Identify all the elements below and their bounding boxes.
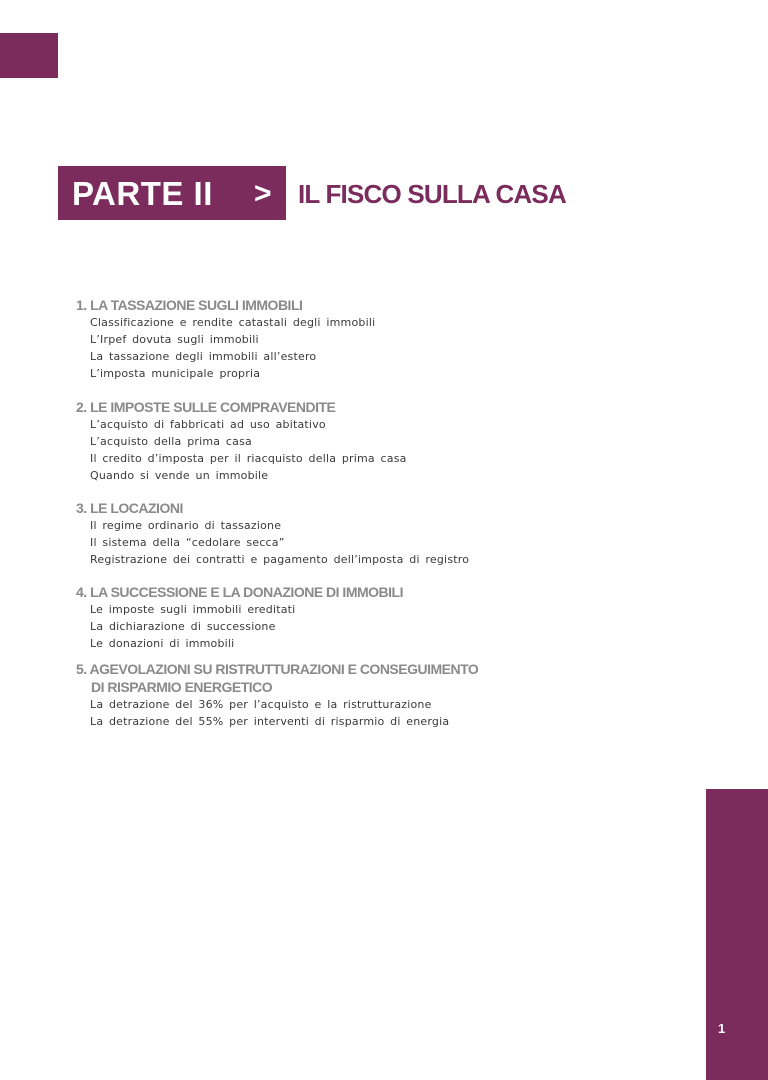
list-item: L’imposta municipale propria: [90, 367, 261, 380]
page-title: IL FISCO SULLA CASA: [298, 179, 566, 209]
list-item: Classificazione e rendite catastali degli immobili: [90, 316, 376, 329]
section-items: [76, 601, 403, 652]
list-item: Le imposte sugli immobili ereditati: [90, 603, 296, 616]
section-title-line-2: DI RISPARMIO ENERGETICO: [91, 679, 273, 695]
part-title-banner: [58, 166, 286, 220]
section-title: 3. LE LOCAZIONI: [76, 500, 183, 516]
section-title: 4. LA SUCCESSIONE E LA DONAZIONE DI IMMOBILI: [76, 584, 403, 600]
list-item: L’acquisto di fabbricati ad uso abitativo: [90, 418, 326, 431]
list-item: Le donazioni di immobili: [90, 637, 235, 650]
side-tab-decoration: [706, 789, 768, 1080]
toc-section-2: [76, 398, 407, 484]
section-title: [76, 660, 478, 696]
list-item: La detrazione del 36% per l’acquisto e la ristrutturazione: [90, 698, 432, 711]
page-number: 1: [718, 1021, 726, 1036]
corner-decoration: [0, 33, 58, 78]
section-items: [76, 696, 478, 730]
list-item: L’Irpef dovuta sugli immobili: [90, 333, 259, 346]
section-items: [76, 314, 375, 382]
list-item: Quando si vende un immobile: [90, 469, 269, 482]
list-item: La dichiarazione di successione: [90, 620, 276, 633]
list-item: L’acquisto della prima casa: [90, 435, 252, 448]
list-item: La detrazione del 55% per interventi di risparmio di energia: [90, 715, 450, 728]
toc-section-3: [76, 499, 469, 568]
section-title: 2. LE IMPOSTE SULLE COMPRAVENDITE: [76, 399, 336, 415]
toc-section-5: [76, 660, 478, 730]
section-items: [76, 517, 469, 568]
list-item: Il credito d’imposta per il riacquisto della prima casa: [90, 452, 407, 465]
list-item: Registrazione dei contratti e pagamento dell’imposta di registro: [90, 553, 470, 566]
list-item: La tassazione degli immobili all’estero: [90, 350, 317, 363]
list-item: Il regime ordinario di tassazione: [90, 519, 282, 532]
section-title: 1. LA TASSAZIONE SUGLI IMMOBILI: [76, 297, 303, 313]
section-items: [76, 416, 407, 484]
toc-section-4: [76, 583, 403, 652]
toc-section-1: [76, 296, 375, 382]
list-item: Il sistema della “cedolare secca”: [90, 536, 285, 549]
part-label: PARTE II: [72, 175, 213, 212]
section-title-line-1: 5. AGEVOLAZIONI SU RISTRUTTURAZIONI E CONSEGUIMENTO: [76, 661, 479, 677]
part-separator: >: [254, 177, 272, 210]
